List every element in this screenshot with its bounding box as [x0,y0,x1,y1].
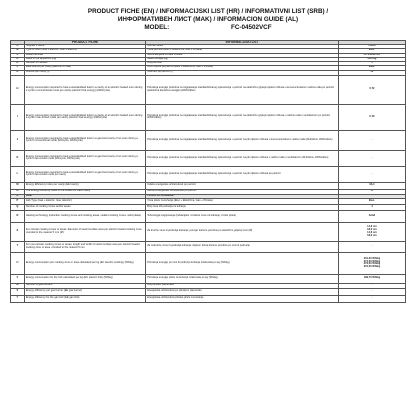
row-description-local: Potrošnja energije potrebna za zagrijavanje standardiziranog opterećenja u pećnici na električno grijanje tijekom ciklusa u načinu rada s ventilatorom po pećnici (kWh/ciklus) [146,104,339,130]
row-index: X [11,288,25,295]
row-description-local: Potrošnja energije ploče za kuhanje izračunata po kg (Wh/kg) [146,274,339,283]
row-description-en: Number of gas burners [24,283,145,288]
row-description-local: Razred energetske učinkovitosti po pećnici [146,189,339,194]
row-index: E [11,61,25,65]
table-row [11,274,406,283]
row-description-en: Energy consumption required to heat a standardised load in a gas-fired cavity of an oven during a cycle in fan-forced mode (MJ/cycle, kWh/cycle) [24,150,145,166]
table-row [11,222,406,241]
row-index: V [11,274,25,283]
row-value: 0,72 [338,75,405,104]
row-description-local: Potrošnja energije potrebna za zagrijavanje standardiziranog opterećenja u pećnici na plin tijekom ciklusa po pećnici [146,166,339,182]
row-index: Y [11,295,25,302]
row-value: 1 [338,61,405,65]
row-description-local: Indeks energetske učinkovitosti po pećnici [146,182,339,189]
row-description-en: Energy efficiency for the gas hob (EE gas hob) [24,295,145,302]
row-description-local: Vrsta pećnice (Elec + Električna, Gas + Plinska) [146,48,339,53]
row-description-en: Energy consumption required to heat a standardised load in a gas-fired cavity of an oven during a cycle in conventional mode (MJ/cycle, kWh/cycle) [24,130,145,150]
row-value: 52 [338,70,405,75]
row-value: - [338,150,405,166]
row-value: Elec. [338,48,405,53]
fiche-table [10,40,406,303]
row-index: S [11,222,25,241]
header-informacijski-list: INFORMACIJSKI LIST [146,41,339,45]
row-description-local: Energetska učinkovitost plinske ploče za kuhanje [146,295,339,302]
row-index: T [11,241,25,252]
row-value: - [338,295,405,302]
row-index: O [11,194,25,198]
row-index: C [11,53,25,57]
row-value: FC-04502VCF [338,53,405,57]
row-description-en: Type of oven (Gas + Electric, Gas + Electric) [24,48,145,53]
row-index: U [11,252,25,274]
row-index: N [11,189,25,194]
row-description-local: Broj pećnica [146,61,339,65]
row-description-en: Mass of the appliance (kg) [24,57,145,61]
row-description-local: PLOČA ZA KUHANJE [146,194,339,198]
table-row [11,150,406,166]
row-description-en: Hob Type (Gas + Electric, Gas, Electric) [24,198,145,204]
row-value: Solid [338,210,405,222]
row-description-en: Heating technology (induction cooking zones and cooking areas, radiant cooking zones, solid plates) [24,210,145,222]
row-description-en: The energy efficiency class of the cooker for each cavity [24,189,145,194]
row-value: - [338,130,405,150]
model-line [8,24,408,32]
row-index: M [11,182,25,189]
row-description-en: Volume per cavity (l) [24,70,145,75]
row-value: - [338,288,405,295]
table-row [11,166,406,182]
row-index: K [11,150,25,166]
row-description-en: Energy Efficiency Index per cavity (EEI cavity) [24,182,145,189]
table-row [11,75,406,104]
row-value: Elec. [338,198,405,204]
row-description-local: Masa uređaja (kg) [146,57,339,61]
row-description-local: Za kružne zone ili područja kuhanja: promjer korisne površine po električno grijanoj zoni (Ø) [146,222,339,241]
row-index: Q [11,204,25,210]
row-description-en: Energy consumption per cooking zone or area calculated per kg (EC electric cooking) (Wh/kg) [24,252,145,274]
row-value: 201,00 Wh/kg 274,00 Wh/kg 279,00 Wh/kg 201,00 Wh/kg [338,252,405,274]
title-line-2: ИНФОРМАТИВЕН ЛИСТ (MAK) / INFORMACION GUIDE (AL) [117,16,299,23]
row-index: R [11,210,25,222]
row-value: 93,4 [338,182,405,189]
table-row [11,295,406,302]
table-row [11,130,406,150]
model-value: FC-04502VCF [230,24,272,31]
row-description-en: Heat source per cavity (Electric or Gas) [24,65,145,70]
row-index: P [11,198,25,204]
row-value: Elec. [338,65,405,70]
table-row [11,104,406,130]
row-description-en: HOB [24,194,145,198]
model-label: MODEL: [144,24,170,31]
row-description-en: Energy consumption required to heat a standardised load in a cavity of an electric heated oven during a cycle in conventional mode per cavity (electric final energy) (kWh/cycle) [24,75,145,104]
row-description-local: Potrošnja energije potrebna za zagrijavanje standardiziranog opterećenja u pećnici na električno grijanje tijekom ciklusa u konvencionalnom načinu rada po pećnici (električna konačna energija) (kWh/ciklus) [146,75,339,104]
row-index: J [11,130,25,150]
row-description-local: Broj plinskih plamenika [146,283,339,288]
header-product-fiche: PRODUCT FICHE [24,41,145,45]
row-description-en: Model identifier [24,53,145,57]
table-row [11,252,406,274]
row-description-en: For circular cooking zones or areas: diameter of useful surface area per electric heated cooking zone, rounded to the nearest 5 mm (Ø) [24,222,145,241]
row-description-local: Broj zona i/ili područja za kuhanje [146,204,339,210]
row-description-local: Tehnologija zagrijavanja (indukcijske i zračeće zone za kuhanje, čvrste ploče) [146,210,339,222]
row-value: 0,79 [338,104,405,130]
table-row [11,210,406,222]
row-index: I [11,104,25,130]
row-value: 189,70 Wh/kg [338,274,405,283]
row-description-local: Potrošnja energije potrebna za zagrijavanje standardiziranog opterećenja u pećnici na plin tijekom ciklusa u načinu rada s ventilatorom (MJ/ciklus, kWh/ciklus) [146,150,339,166]
row-description-en: For non-circular cooking zones or areas: length and width of useful surface area per electric heated cooking zone or area, rounded to the nearest 5 mm [24,241,145,252]
row-description-local: Volumen po pećnici (l) [146,70,339,75]
row-description-en: Number of cooking zones and/or areas [24,204,145,210]
row-index: L [11,166,25,182]
row-description-en: Supplier's name [24,44,145,48]
row-value: 4 [338,204,405,210]
document-title [8,8,408,32]
table-row [11,182,406,189]
row-index: F [11,65,25,70]
row-description-en: Number of cavities [24,61,145,65]
row-description-local: Za nekružne zone ili područja kuhanja: duljina i širina korisne površine po zoni ili području [146,241,339,252]
row-description-local: Identifikacijska oznaka modela [146,53,339,57]
row-value: - [338,166,405,182]
row-index: A [11,44,25,48]
row-description-local: Izvor topline po pećnici (Elec + Električna, Gas + Plinska) [146,65,339,70]
table-row [11,241,406,252]
row-description-en: Energy consumption for the hob calculated per kg (EC electric hob) (Wh/kg) [24,274,145,283]
row-description-local: Robna marka [146,44,339,48]
row-value: 28.6 kg [338,57,405,61]
row-description-en: Energy consumption required to heat a standardised load in a cavity of an electric heated oven during a cycle in fan-forced mode per cavity (electric final energy) (kWh/cycle) [24,104,145,130]
row-index: G [11,70,25,75]
row-value: VIVAX [338,44,405,48]
row-index: B [11,48,25,53]
row-value: - [338,283,405,288]
row-description-local: Energetska učinkovitost po plinskom plameniku [146,288,339,295]
row-description-local: Potrošnja energije potrebna za zagrijavanje standardiziranog opterećenja u pećnici na plin tijekom ciklusa u konvencionalnom načinu rada (MJ/ciklus, kWh/ciklus) [146,130,339,150]
row-index: H [11,75,25,104]
row-index: W [11,283,25,288]
row-value: - [338,241,405,252]
row-description-en: Energy efficiency per gas burner (EE gas burner) [24,288,145,295]
row-index: D [11,57,25,61]
row-description-local: Vrsta ploče za kuhanje (Elec + Električna, Gas + Plinska) [146,198,339,204]
row-description-local: Potrošnja energije po zoni ili području kuhanja izračunata po kg (Wh/kg) [146,252,339,274]
table-row [11,288,406,295]
title-line-1: PRODUCT FICHE (EN) / INFORMACIJSKI LIST (HR) / INFORMATIVNI LIST (SRB) / [87,8,329,15]
row-value: A [338,189,405,194]
row-value: 14,8 cm 18,0 cm 14,8 cm 18,0 cm [338,222,405,241]
row-description-en: Energy consumption required to heat a standardised load in a gas-fired cavity of an oven during a cycle in fan-forced mode per cavity [24,166,145,182]
